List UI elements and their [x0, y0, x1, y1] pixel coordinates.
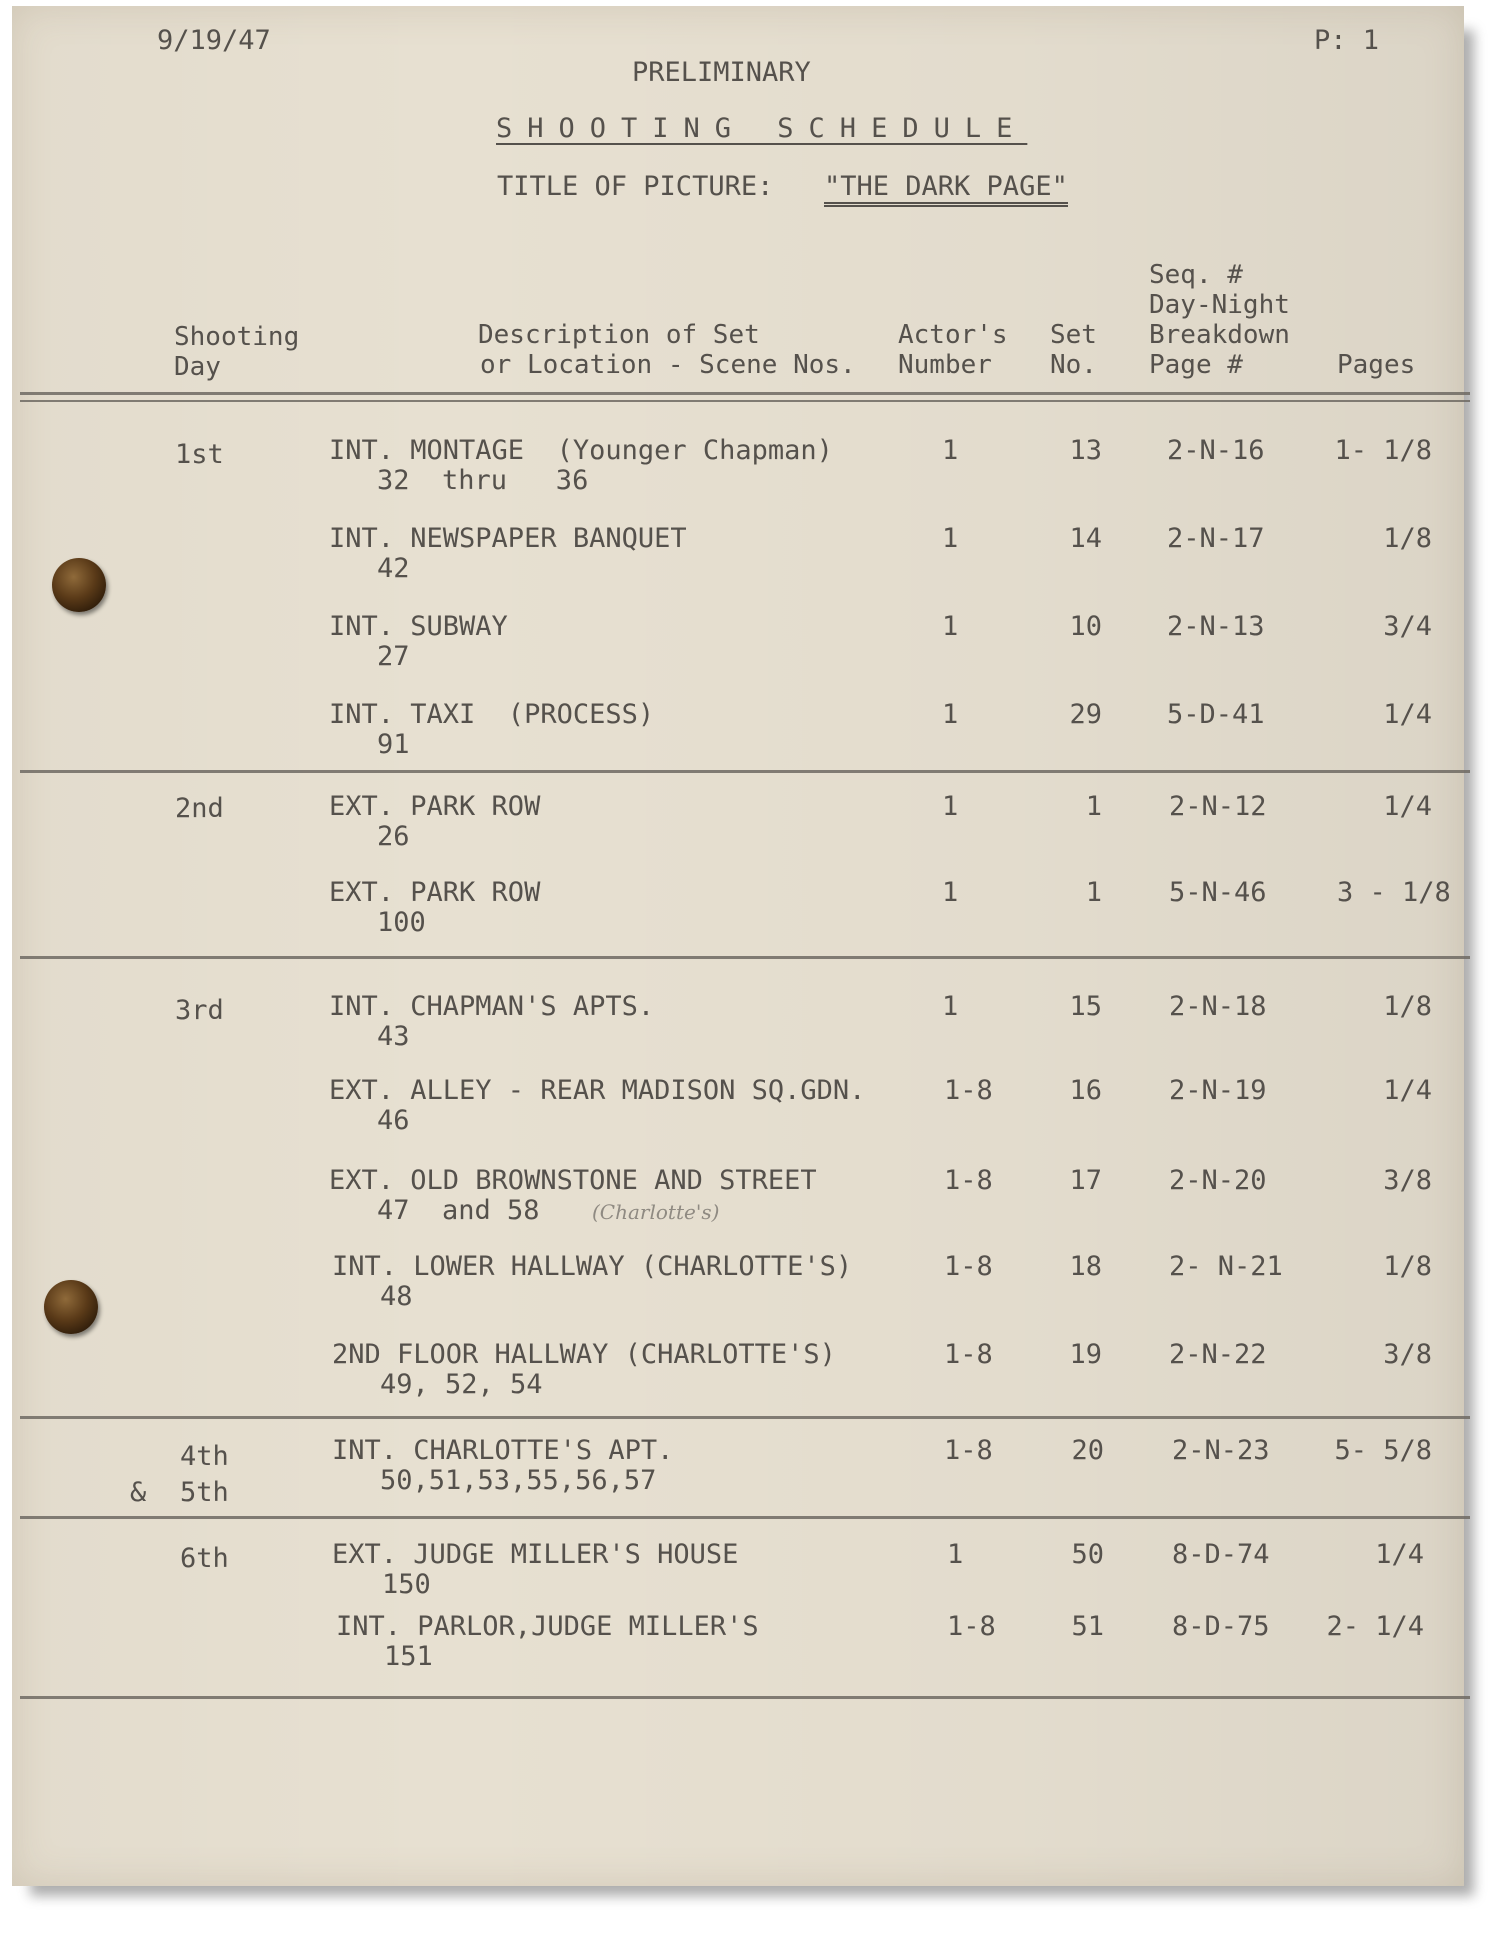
row-actor-number: 1 — [947, 1539, 964, 1570]
row-scene-numbers: 91 — [377, 729, 410, 760]
row-scene-numbers: 48 — [380, 1281, 413, 1312]
title-of-picture-label: TITLE OF PICTURE: — [497, 171, 774, 202]
col-shooting-day — [174, 322, 299, 382]
row-seq-breakdown: 5-N-46 — [1169, 877, 1267, 908]
row-scene-numbers: 151 — [384, 1641, 433, 1672]
row-description: INT. CHAPMAN'S APTS. — [329, 991, 655, 1022]
shooting-day-5th: 5th — [180, 1477, 229, 1508]
header-rule-bottom — [20, 400, 1470, 402]
row-description: EXT. PARK ROW — [329, 791, 541, 822]
col-set-line2: No. — [1050, 350, 1097, 380]
row-description: INT. SUBWAY — [329, 611, 508, 642]
row-set-number: 15 — [1069, 991, 1102, 1022]
col-actors-number — [898, 320, 1008, 380]
col-set-line1: Set — [1050, 320, 1097, 350]
handwritten-note: (Charlotte's) — [592, 1200, 720, 1224]
row-actor-number: 1 — [942, 435, 959, 466]
row-description: INT. PARLOR,JUDGE MILLER'S — [336, 1611, 759, 1642]
col-actors-line2: Number — [898, 350, 992, 380]
shooting-day-4th: 4th — [180, 1441, 229, 1472]
row-set-number: 1 — [1085, 877, 1102, 908]
row-set-number: 51 — [1071, 1611, 1104, 1642]
day-separator-3 — [20, 1416, 1470, 1419]
col-actors-line1: Actor's — [898, 320, 1008, 350]
row-seq-breakdown: 2-N-17 — [1167, 523, 1265, 554]
col-description-line1: Description of Set — [478, 320, 760, 350]
row-actor-number: 1 — [942, 699, 959, 730]
row-set-number: 50 — [1071, 1539, 1104, 1570]
shooting-day-2nd: 2nd — [175, 793, 224, 824]
row-description: EXT. ALLEY - REAR MADISON SQ.GDN. — [329, 1075, 866, 1106]
row-actor-number: 1 — [942, 791, 959, 822]
row-seq-breakdown: 2-N-13 — [1167, 611, 1265, 642]
row-description: INT. MONTAGE (Younger Chapman) — [329, 435, 833, 466]
col-description — [478, 320, 856, 380]
row-pages: 1/8 — [1383, 991, 1432, 1022]
row-seq-breakdown: 2-N-20 — [1169, 1165, 1267, 1196]
row-scene-numbers: 46 — [377, 1105, 410, 1136]
picture-title — [824, 172, 1068, 202]
row-actor-number: 1-8 — [944, 1435, 993, 1466]
col-description-line2: or Location - Scene Nos. — [480, 350, 856, 380]
row-pages: 1/4 — [1383, 1075, 1432, 1106]
row-actor-number: 1 — [942, 877, 959, 908]
row-description: EXT. PARK ROW — [329, 877, 541, 908]
shooting-day-3rd: 3rd — [175, 995, 224, 1026]
row-scene-numbers: 100 — [377, 907, 426, 938]
row-seq-breakdown: 5-D-41 — [1167, 699, 1265, 730]
shooting-day-6th: 6th — [180, 1543, 229, 1574]
col-shooting-day-line2: Day — [174, 352, 221, 382]
col-seq-breakdown — [1149, 260, 1290, 380]
document-title: SHOOTING SCHEDULE — [496, 113, 1028, 144]
row-scene-numbers: 43 — [377, 1021, 410, 1052]
col-seq-line4: Page # — [1149, 350, 1243, 380]
row-actor-number: 1-8 — [944, 1339, 993, 1370]
row-scene-numbers: 27 — [377, 641, 410, 672]
row-pages: 1- 1/8 — [1334, 435, 1432, 466]
row-scene-numbers: 42 — [377, 553, 410, 584]
row-scene-numbers: 150 — [382, 1569, 431, 1600]
row-set-number: 10 — [1069, 611, 1102, 642]
row-actor-number: 1-8 — [944, 1251, 993, 1282]
row-seq-breakdown: 2-N-23 — [1172, 1435, 1270, 1466]
row-description: 2ND FLOOR HALLWAY (CHARLOTTE'S) — [332, 1339, 836, 1370]
footer-rule — [20, 1696, 1470, 1699]
row-seq-breakdown: 2-N-16 — [1167, 435, 1265, 466]
row-actor-number: 1 — [942, 991, 959, 1022]
col-seq-line2: Day-Night — [1149, 290, 1290, 320]
preliminary-label: PRELIMINARY — [632, 57, 811, 88]
binder-fastener-bottom — [44, 1280, 98, 1334]
row-set-number: 16 — [1069, 1075, 1102, 1106]
row-actor-number: 1-8 — [947, 1611, 996, 1642]
row-set-number: 29 — [1069, 699, 1102, 730]
row-pages: 1/4 — [1383, 791, 1432, 822]
header-rule-top — [20, 392, 1470, 395]
row-pages: 3/8 — [1383, 1165, 1432, 1196]
page-number: P: 1 — [1314, 25, 1380, 56]
row-pages: 1/4 — [1383, 699, 1432, 730]
picture-title-text: "THE DARK PAGE" — [824, 171, 1068, 207]
col-seq-line1: Seq. # — [1149, 260, 1243, 290]
row-pages: 3/8 — [1383, 1339, 1432, 1370]
col-pages: Pages — [1337, 350, 1416, 380]
row-pages: 3 - 1/8 — [1337, 877, 1451, 908]
row-set-number: 17 — [1069, 1165, 1102, 1196]
row-description: EXT. OLD BROWNSTONE AND STREET — [329, 1165, 817, 1196]
row-set-number: 19 — [1069, 1339, 1102, 1370]
row-pages: 1/8 — [1383, 523, 1432, 554]
col-set-number — [1050, 320, 1097, 380]
row-description: INT. TAXI (PROCESS) — [329, 699, 655, 730]
row-seq-breakdown: 8-D-74 — [1172, 1539, 1270, 1570]
row-seq-breakdown: 2-N-22 — [1169, 1339, 1267, 1370]
row-actor-number: 1 — [942, 523, 959, 554]
row-seq-breakdown: 2-N-19 — [1169, 1075, 1267, 1106]
row-actor-number: 1 — [942, 611, 959, 642]
row-set-number: 14 — [1069, 523, 1102, 554]
row-seq-breakdown: 2-N-18 — [1169, 991, 1267, 1022]
row-description: INT. NEWSPAPER BANQUET — [329, 523, 687, 554]
row-set-number: 1 — [1085, 791, 1102, 822]
row-scene-numbers: 47 and 58 — [377, 1195, 540, 1226]
row-seq-breakdown: 8-D-75 — [1172, 1611, 1270, 1642]
row-scene-numbers: 49, 52, 54 — [380, 1369, 543, 1400]
row-scene-numbers: 32 thru 36 — [377, 465, 589, 496]
col-seq-line3: Breakdown — [1149, 320, 1290, 350]
row-seq-breakdown: 2- N-21 — [1169, 1251, 1283, 1282]
day-separator-4 — [20, 1516, 1470, 1519]
row-actor-number: 1-8 — [944, 1165, 993, 1196]
col-shooting-day-line1: Shooting — [174, 322, 300, 352]
ampersand: & — [130, 1477, 147, 1508]
day-separator-2 — [20, 956, 1470, 959]
row-pages: 5- 5/8 — [1334, 1435, 1432, 1466]
row-set-number: 20 — [1071, 1435, 1104, 1466]
row-description: INT. LOWER HALLWAY (CHARLOTTE'S) — [332, 1251, 853, 1282]
row-actor-number: 1-8 — [944, 1075, 993, 1106]
row-scene-numbers: 50,51,53,55,56,57 — [380, 1465, 657, 1496]
row-description: EXT. JUDGE MILLER'S HOUSE — [332, 1539, 739, 1570]
binder-fastener-top — [52, 558, 106, 612]
row-description: INT. CHARLOTTE'S APT. — [332, 1435, 674, 1466]
row-pages: 1/8 — [1383, 1251, 1432, 1282]
row-set-number: 13 — [1069, 435, 1102, 466]
row-set-number: 18 — [1069, 1251, 1102, 1282]
row-pages: 3/4 — [1383, 611, 1432, 642]
document-date: 9/19/47 — [157, 25, 271, 56]
row-pages: 2- 1/4 — [1326, 1611, 1424, 1642]
row-seq-breakdown: 2-N-12 — [1169, 791, 1267, 822]
row-scene-numbers: 26 — [377, 821, 410, 852]
day-separator-1 — [20, 770, 1470, 773]
row-pages: 1/4 — [1375, 1539, 1424, 1570]
document-page — [12, 6, 1464, 1886]
shooting-day-1st: 1st — [175, 439, 224, 470]
